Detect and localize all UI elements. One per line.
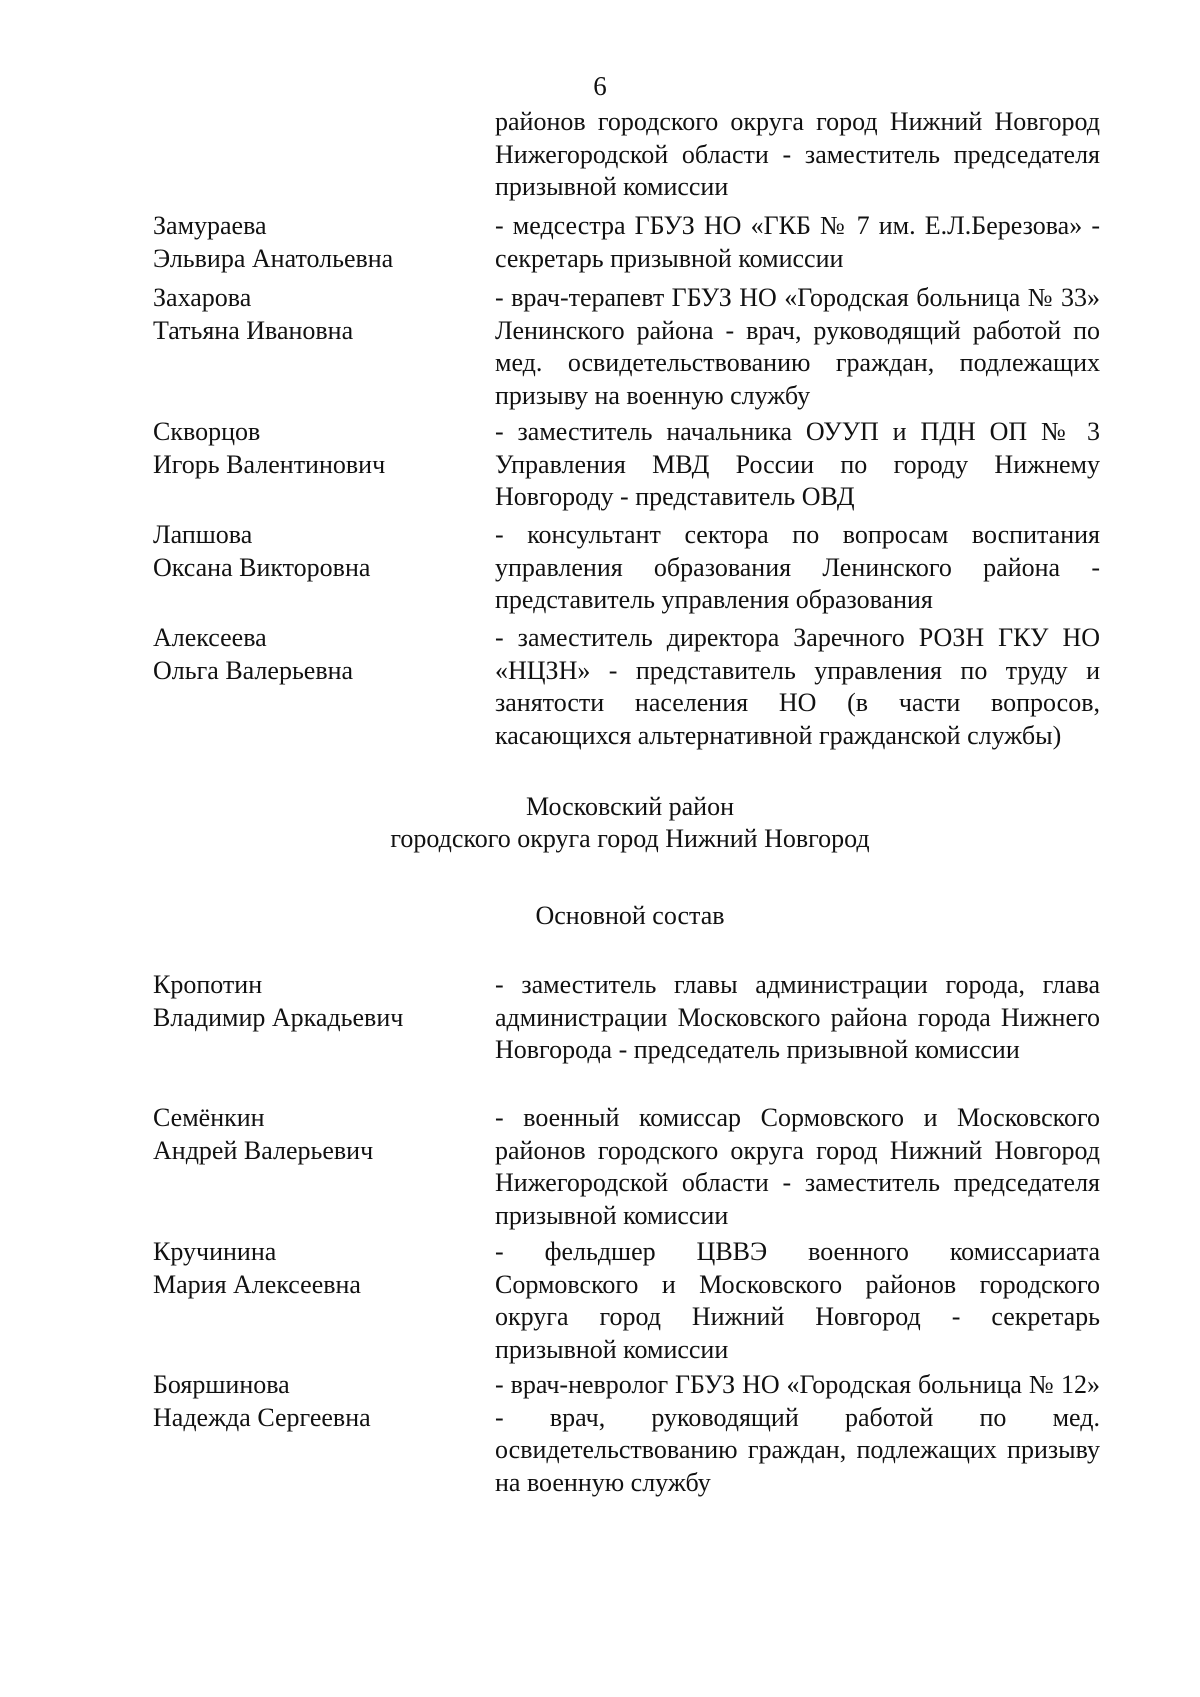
member-role: - врач-невролог ГБУЗ НО «Городская больница № 12» - врач, руководящий работой по мед. освидетельствованию граждан, подлежащих призыву на военную службу	[495, 1370, 1100, 1497]
member-given-name: Оксана Викторовна	[153, 552, 371, 582]
member-role: - консультант сектора по вопросам воспитания управления образования Ленинского района - представитель управления образования	[495, 520, 1100, 614]
member-surname: Алексеева	[153, 623, 267, 652]
member-role: - заместитель главы администрации города, глава администрации Московского района города Нижнего Новгорода - председатель призывной комиссии	[495, 970, 1100, 1064]
member-role: - врач-терапевт ГБУЗ НО «Городская больница № 33» Ленинского района - врач, руководящий работой по мед. освидетельствованию граждан, подлежащих призыву на военную службу	[495, 283, 1100, 410]
member-name	[153, 1236, 473, 1301]
member-surname: Кропотин	[153, 970, 263, 999]
member-name	[153, 969, 473, 1034]
member-name	[153, 1102, 473, 1167]
member-surname: Скворцов	[153, 417, 261, 446]
member-surname: Замураева	[153, 211, 267, 240]
member-surname: Захарова	[153, 283, 252, 312]
member-role: - медсестра ГБУЗ НО «ГКБ № 7 им. Е.Л.Березова» - секретарь призывной комиссии	[495, 211, 1100, 273]
member-role: - заместитель начальника ОУУП и ПДН ОП № 3 Управления МВД России по городу Нижнему Новгороду - представитель ОВД	[495, 417, 1100, 511]
district-heading-line2: городского округа город Нижний Новгород	[390, 824, 870, 853]
member-surname: Кручинина	[153, 1237, 277, 1266]
composition-heading: Основной состав	[535, 901, 725, 930]
member-surname: Бояршинова	[153, 1370, 290, 1399]
continuation-text: районов городского округа город Нижний Новгород Нижегородской области - заместитель председателя призывной комиссии	[495, 107, 1100, 201]
member-role: - военный комиссар Сормовского и Московского районов городского округа город Нижний Новгород Нижегородской области - заместитель председателя призывной комиссии	[495, 1103, 1100, 1230]
member-surname: Семёнкин	[153, 1103, 265, 1132]
member-name	[153, 519, 473, 584]
member-given-name: Мария Алексеевна	[153, 1269, 361, 1299]
member-role: - заместитель директора Заречного РОЗН ГКУ НО «НЦЗН» - представитель управления по труду и занятости населения НО (в части вопросов, касающихся альтернативной гражданской службы)	[495, 623, 1100, 750]
member-name	[153, 622, 473, 687]
member-given-name: Андрей Валерьевич	[153, 1135, 374, 1165]
member-surname: Лапшова	[153, 520, 253, 549]
member-name	[153, 282, 473, 347]
member-role: - фельдшер ЦВВЭ военного комиссариата Сормовского и Московского районов городского округа город Нижний Новгород - секретарь призывной комиссии	[495, 1237, 1100, 1364]
page-number: 6	[593, 71, 607, 101]
member-name	[153, 210, 473, 275]
member-name	[153, 416, 473, 481]
member-given-name: Ольга Валерьевна	[153, 655, 354, 685]
member-given-name: Татьяна Ивановна	[153, 315, 354, 345]
member-given-name: Владимир Аркадьевич	[153, 1002, 404, 1032]
member-given-name: Эльвира Анатольевна	[153, 243, 394, 273]
member-name	[153, 1369, 473, 1434]
district-heading-line1: Московский район	[526, 792, 734, 821]
member-given-name: Игорь Валентинович	[153, 449, 386, 479]
member-given-name: Надежда Сергеевна	[153, 1402, 371, 1432]
